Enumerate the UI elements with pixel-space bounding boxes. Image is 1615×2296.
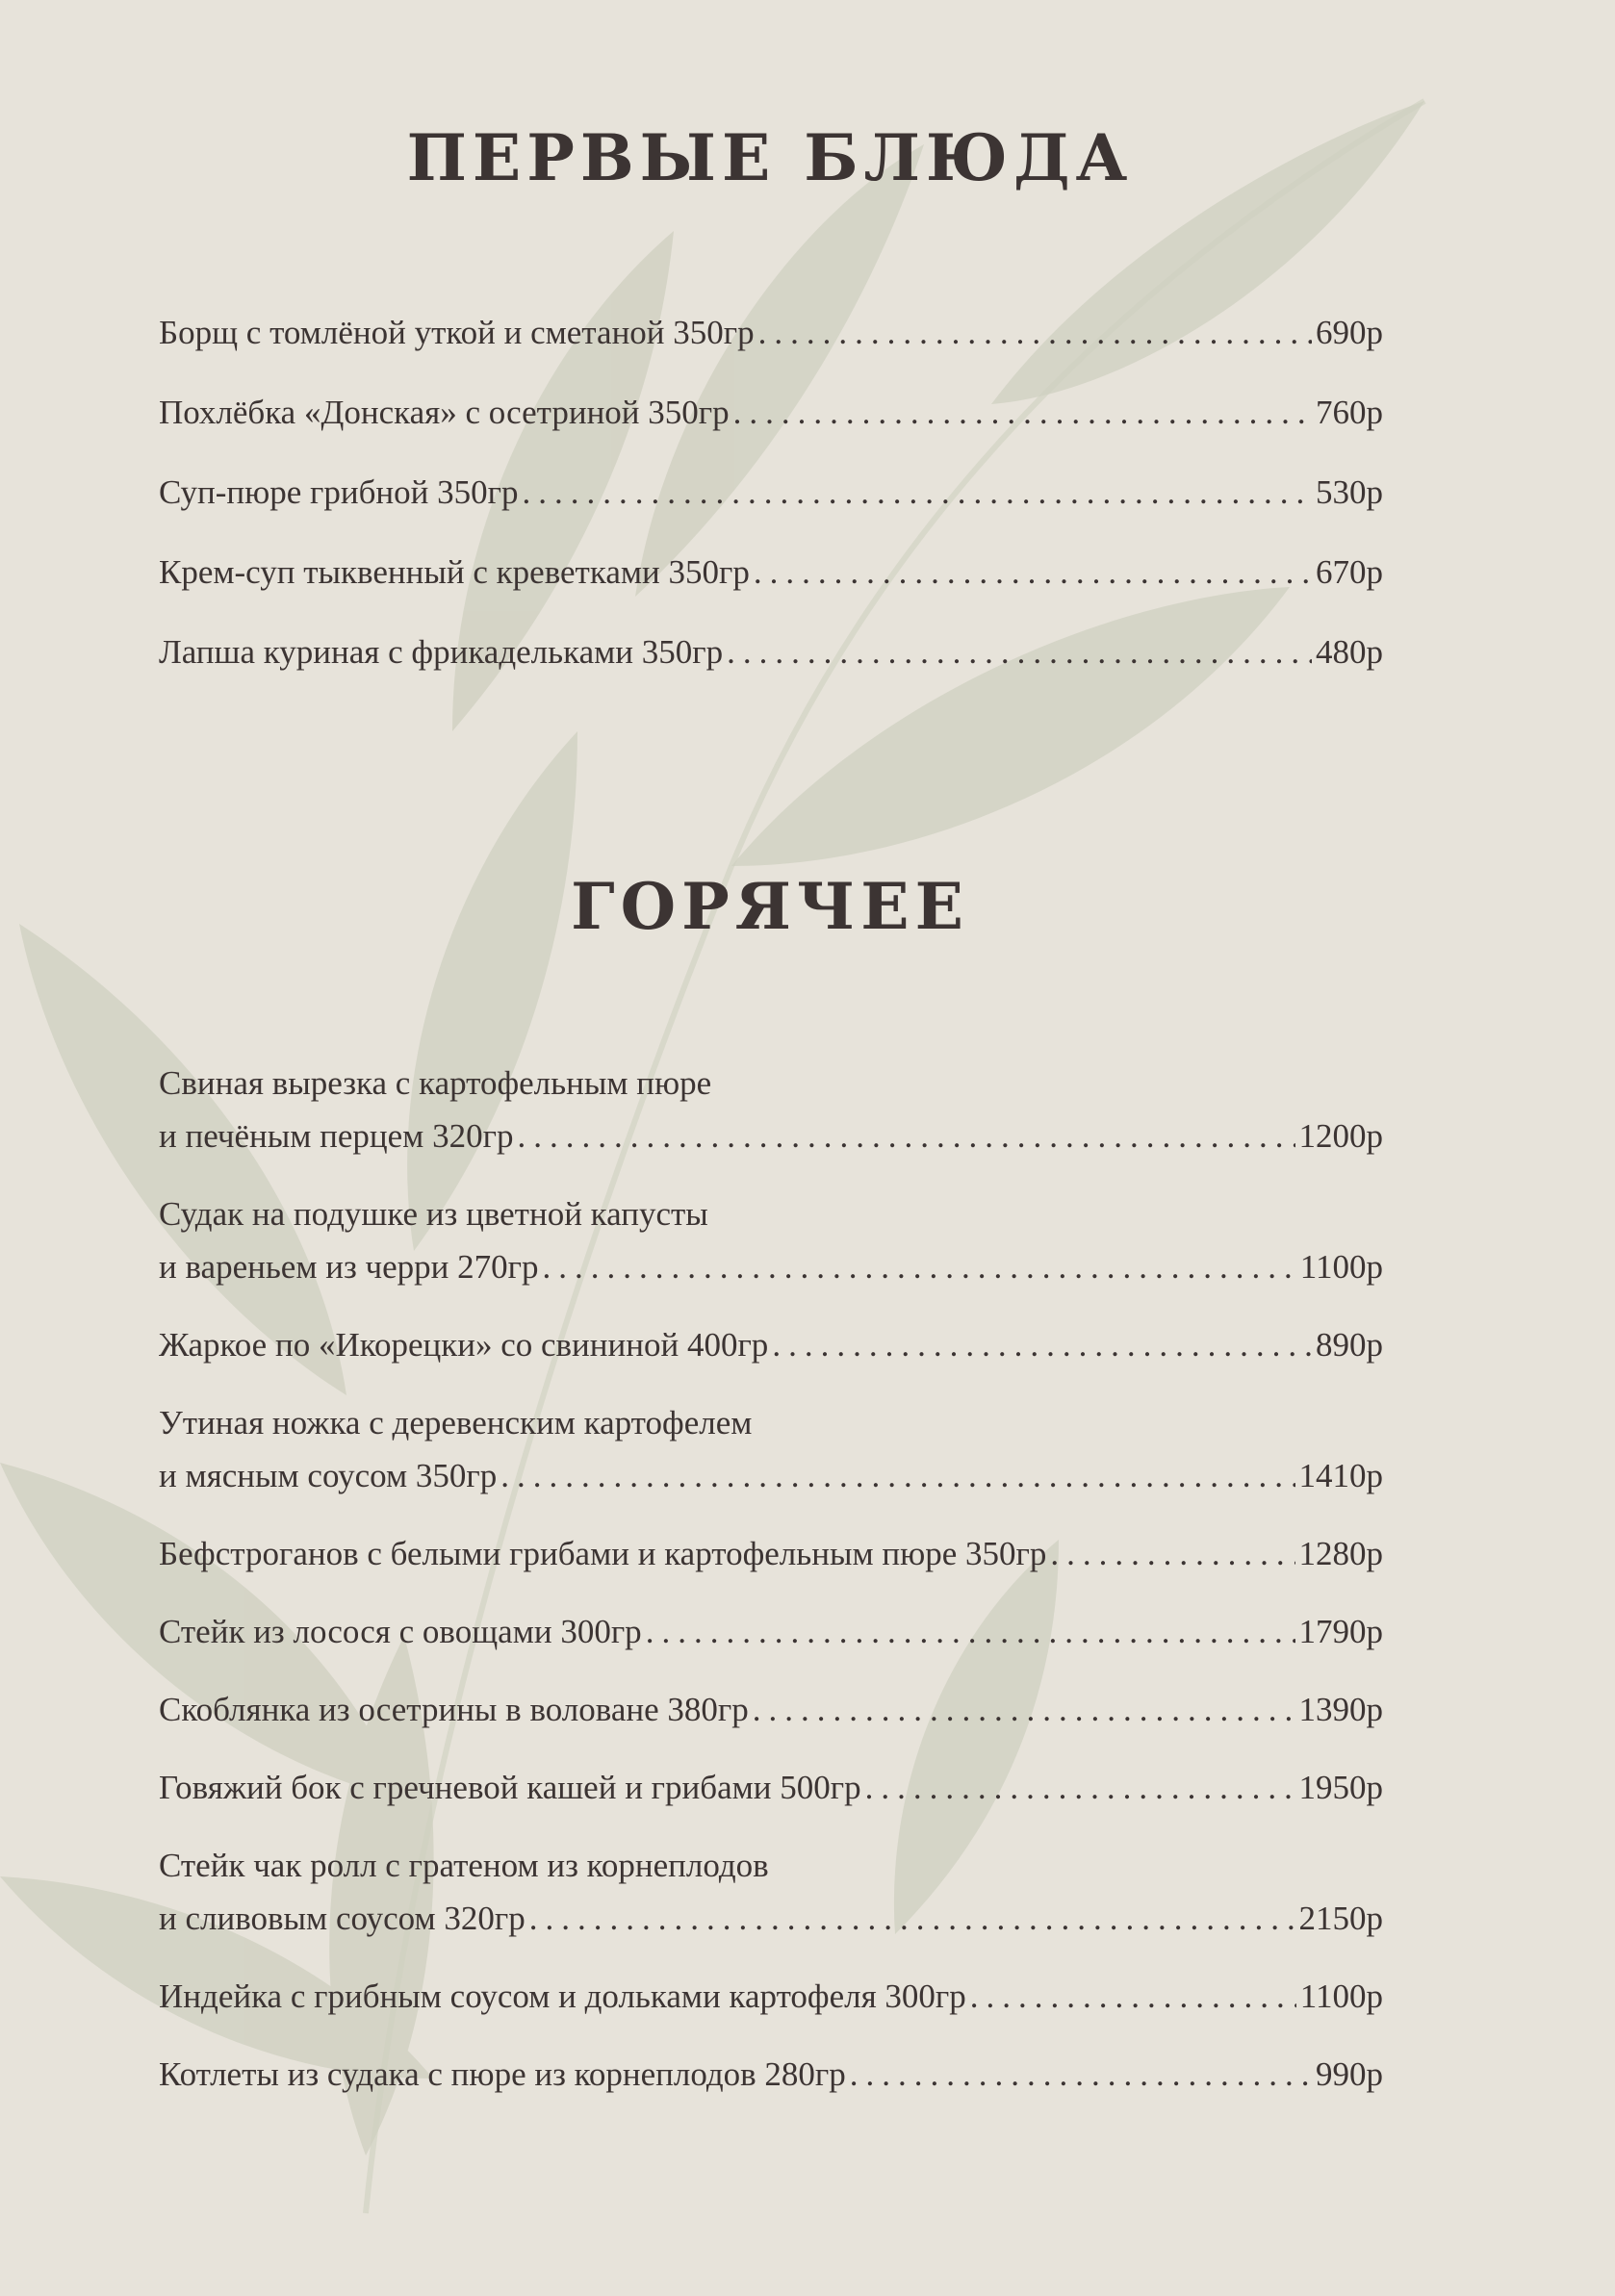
item-name: Бефстроганов с белыми грибами и картофельным пюре 350гр <box>159 1535 1047 1572</box>
item-name: Лапша куриная с фрикадельками 350гр <box>159 633 724 671</box>
item-price: 2150р <box>1298 1900 1383 1937</box>
dot-leader <box>733 386 1312 439</box>
item-price: 1100р <box>1299 1977 1383 2015</box>
item-price: 1950р <box>1298 1769 1383 1806</box>
item-name-line1: Утиная ножка с деревенским картофелем <box>159 1404 753 1441</box>
item-price: 480р <box>1316 633 1383 671</box>
dot-leader <box>758 306 1312 359</box>
item-name-line1: Свиная вырезка с картофельным пюре <box>159 1064 712 1102</box>
dot-leader <box>772 1318 1312 1371</box>
menu-item <box>159 1318 1383 1371</box>
item-name-line1: Судак на подушке из цветной капусты <box>159 1195 708 1233</box>
item-price: 1280р <box>1298 1535 1383 1572</box>
item-price: 1100р <box>1299 1248 1383 1286</box>
item-price: 890р <box>1316 1326 1383 1364</box>
item-price: 1410р <box>1298 1457 1383 1494</box>
item-name: Индейка с грибным соусом и дольками картофеля 300гр <box>159 1977 966 2015</box>
menu-item <box>159 1527 1383 1580</box>
item-price: 1200р <box>1298 1117 1383 1155</box>
item-name: и мясным соусом 350гр <box>159 1457 498 1494</box>
item-name: и сливовым соусом 320гр <box>159 1900 526 1937</box>
menu-item <box>159 466 1383 519</box>
dot-leader <box>727 625 1312 678</box>
item-price: 530р <box>1316 473 1383 511</box>
item-name-line1: Стейк чак ролл с гратеном из корнеплодов <box>159 1847 769 1884</box>
dot-leader <box>1050 1527 1295 1580</box>
dot-leader <box>865 1761 1295 1814</box>
dot-leader <box>517 1110 1295 1162</box>
menu-item <box>159 1396 1383 1502</box>
menu-item <box>159 2048 1383 2101</box>
item-name: Котлеты из судака с пюре из корнеплодов 280гр <box>159 2055 846 2093</box>
item-price: 1790р <box>1298 1613 1383 1650</box>
item-name: и печёным перцем 320гр <box>159 1117 514 1155</box>
menu-item <box>159 1970 1383 2023</box>
menu-item <box>159 1839 1383 1945</box>
item-price: 760р <box>1316 394 1383 431</box>
dot-leader <box>522 466 1312 519</box>
item-name: Крем-суп тыквенный с креветками 350гр <box>159 553 750 591</box>
item-name: Говяжий бок с гречневой кашей и грибами 500гр <box>159 1769 861 1806</box>
hot-dishes-list <box>159 1057 1383 2101</box>
dot-leader <box>529 1892 1295 1945</box>
menu-item <box>159 1761 1383 1814</box>
menu-item <box>159 625 1383 678</box>
item-name: Стейк из лосося с овощами 300гр <box>159 1613 642 1650</box>
item-price: 690р <box>1316 314 1383 351</box>
menu-item <box>159 386 1383 439</box>
item-name: Похлёбка «Донская» с осетриной 350гр <box>159 394 730 431</box>
menu-item <box>159 1187 1383 1293</box>
item-name: Борщ с томлёной уткой и сметаной 350гр <box>159 314 755 351</box>
dot-leader <box>850 2048 1312 2101</box>
item-name: Скоблянка из осетрины в воловане 380гр <box>159 1691 749 1728</box>
first-courses-list <box>159 306 1383 678</box>
menu-item <box>159 1605 1383 1658</box>
item-price: 1390р <box>1298 1691 1383 1728</box>
menu-item <box>159 1683 1383 1736</box>
item-price: 990р <box>1316 2055 1383 2093</box>
dot-leader <box>543 1240 1296 1293</box>
section-title-hot-dishes: ГОРЯЧЕЕ <box>571 869 969 944</box>
dot-leader <box>970 1970 1296 2023</box>
menu-item <box>159 1057 1383 1162</box>
item-name: Суп-пюре грибной 350гр <box>159 473 519 511</box>
dot-leader <box>754 546 1312 599</box>
menu-item <box>159 546 1383 599</box>
dot-leader <box>500 1449 1295 1502</box>
item-name: и вареньем из черри 270гр <box>159 1248 539 1286</box>
dot-leader <box>753 1683 1295 1736</box>
menu-item <box>159 306 1383 359</box>
item-price: 670р <box>1316 553 1383 591</box>
item-name: Жаркое по «Икорецки» со свининой 400гр <box>159 1326 769 1364</box>
dot-leader <box>646 1605 1295 1658</box>
section-title-first-courses: ПЕРВЫЕ БЛЮДА <box>406 120 1134 195</box>
